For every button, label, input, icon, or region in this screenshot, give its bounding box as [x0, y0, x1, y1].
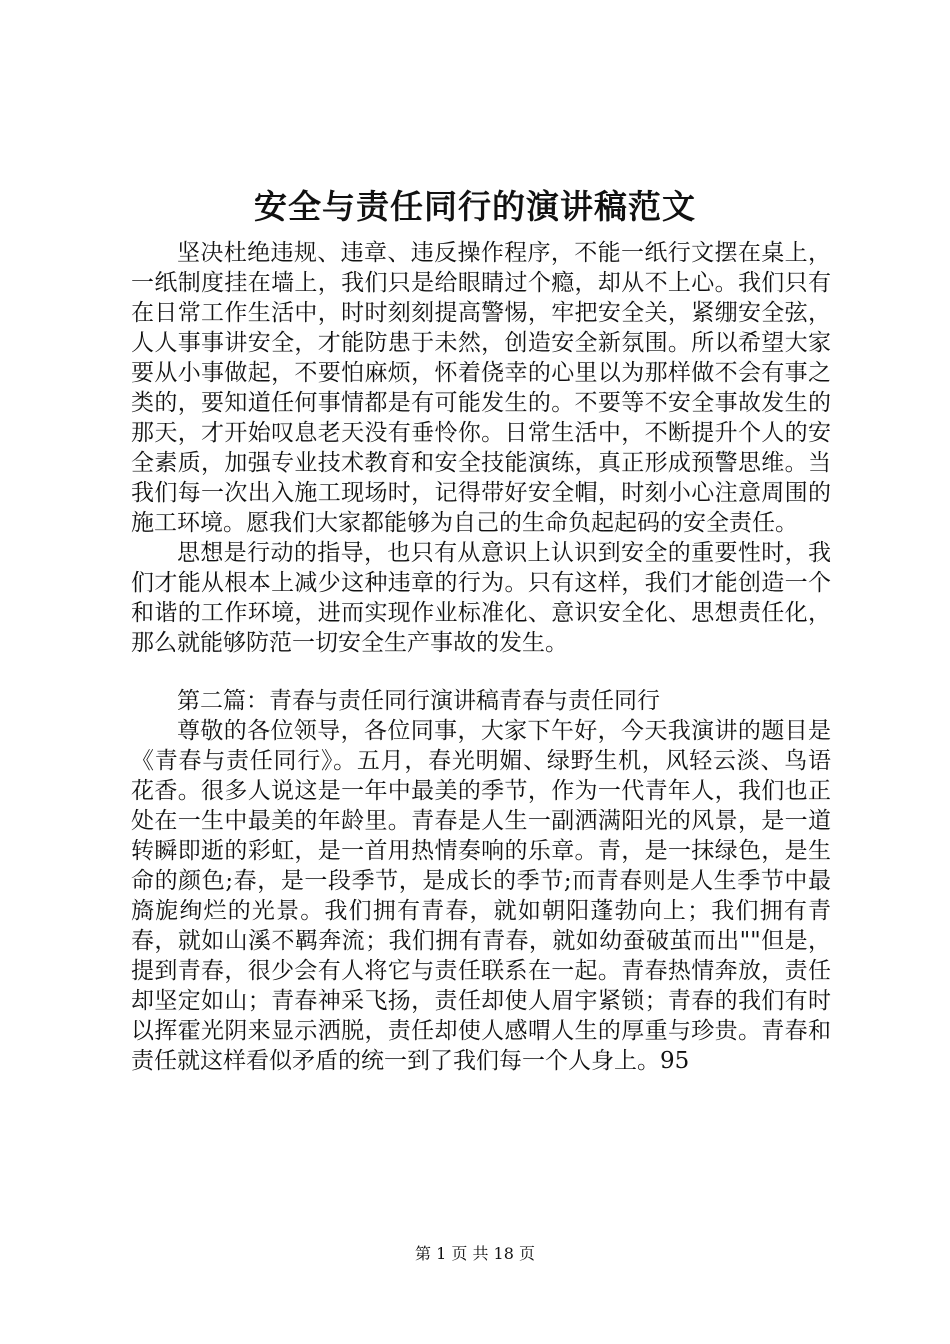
section-heading: 第二篇：青春与责任同行演讲稿青春与责任同行: [177, 688, 660, 714]
body-paragraph: 尊敬的各位领导，各位同事，大家下午好，今天我演讲的题目是《青春与责任同行》。五月，春光明媚、绿野生机，风轻云淡、鸟语花香。很多人说这是一年中最美的季节，作为一代青年人，我们也正处在一生中最美的年龄里。青春是人生一副洒满阳光的风景，是一道转瞬即逝的彩虹，是一首用热情奏响的乐章。青，是一抹绿色，是生命的颜色;春，是一段季节，是成长的季节;而青春则是人生季节中最旖旎绚烂的光景。我们拥有青春，就如朝阳蓬勃向上；我们拥有青春，就如山溪不羁奔流；我们拥有青春，就如幼蚕破茧而出""但是，提到青春，很少会有人将它与责任联系在一起。青春热情奔放，责任却坚定如山；青春神采飞扬，责任却使人眉宇紧锁；青春的我们有时以挥霍光阴来显示洒脱，责任却使人感喟人生的厚重与珍贵。青春和责任就这样看似矛盾的统一到了我们每一个人身上。95: [131, 718, 831, 1074]
body-paragraph: 坚决杜绝违规、违章、违反操作程序，不能一纸行文摆在桌上，一纸制度挂在墙上，我们只是给眼睛过个瘾，却从不上心。我们只有在日常工作生活中，时时刻刻提高警惕，牢把安全关，紧绷安全弦，人人事事讲安全，才能防患于未然，创造安全新氛围。所以希望大家要从小事做起，不要怕麻烦，怀着侥幸的心里以为那样做不会有事之类的，要知道任何事情都是有可能发生的。不要等不安全事故发生的那天，才开始叹息老天没有垂怜你。日常生活中，不断提升个人的安全素质，加强专业技术教育和安全技能演练，真正形成预警思维。当我们每一次出入施工现场时，记得带好安全帽，时刻小心注意周围的施工环境。愿我们大家都能够为自己的生命负起起码的安全责任。: [131, 240, 831, 536]
document-title: 安全与责任同行的演讲稿范文: [254, 187, 696, 226]
body-paragraph: 思想是行动的指导，也只有从意识上认识到安全的重要性时，我们才能从根本上减少这种违章的行为。只有这样，我们才能创造一个和谐的工作环境，进而实现作业标准化、意识安全化、思想责任化，那么就能够防范一切安全生产事故的发生。: [131, 540, 831, 656]
page-number-footer: 第 1 页 共 18 页: [415, 1244, 535, 1263]
document-body: [131, 238, 831, 1076]
